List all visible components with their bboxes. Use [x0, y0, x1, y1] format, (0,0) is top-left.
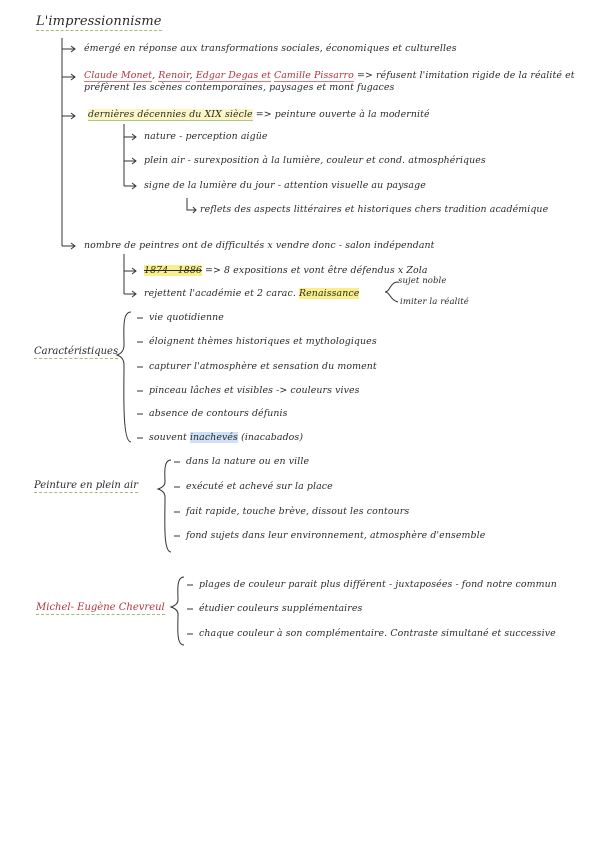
- inacabados-text: (inacabados): [241, 432, 304, 443]
- century-highlight: dernières décennies du XIX siècle: [88, 109, 253, 120]
- plein-air-item: fond sujets dans leur environnement, atmosphère d'ensemble: [186, 530, 486, 541]
- intro-line-4: nombre de peintres ont de difficultés x vendre donc - salon indépendant: [84, 240, 435, 251]
- artist-name: Edgar Degas et: [195, 70, 271, 81]
- intro-line-1: émergé en réponse aux transformations sociales, économiques et culturelles: [84, 43, 457, 54]
- characteristic-item: vie quotidienne: [149, 312, 224, 323]
- sub-item-plein-air: plein air - surexposition à la lumière, couleur et cond. atmosphériques: [144, 155, 486, 166]
- sub-item-reflets: reflets des aspects littéraires et historiques chers tradition académique: [200, 204, 549, 215]
- characteristic-item: pinceau lâches et visibles -> couleurs vives: [149, 385, 360, 396]
- artist-name: Camille Pissarro: [273, 70, 354, 81]
- dates-highlight: 1874 - 1886: [144, 265, 202, 276]
- sub-item-expositions: [144, 265, 428, 276]
- chevreul-item: chaque couleur à son complémentaire. Contraste simultané et successive: [199, 628, 556, 639]
- characteristic-item: absence de contours défunis: [149, 408, 288, 419]
- intro-line-3-rest: => peinture ouverte à la modernité: [255, 109, 430, 120]
- sub-item-nature: nature - perception aigüe: [144, 131, 268, 142]
- intro-line-3: [88, 109, 430, 120]
- characteristic-item-last: [149, 432, 303, 443]
- academie-text: rejettent l'académie et 2 carac.: [144, 288, 296, 299]
- sub-item-academie: [144, 288, 359, 299]
- page-title: L'impressionnisme: [36, 14, 162, 29]
- plein-air-label: Peinture en plein air: [34, 480, 138, 491]
- branch-sujet-noble: sujet noble: [398, 276, 447, 286]
- branch-imiter-realite: imiter la réalité: [400, 297, 469, 307]
- expositions-text: => 8 expositions et vont être défendus x Zola: [205, 265, 428, 276]
- characteristic-item: capturer l'atmosphère et sensation du moment: [149, 361, 377, 372]
- intro-line-2-cont: préfèrent les scènes contemporaines, paysages et mont fugaces: [84, 82, 395, 93]
- artist-name: Claude Monet: [84, 70, 153, 81]
- chevreul-label: Michel- Eugène Chevreul: [36, 602, 165, 613]
- characteristics-label: Caractéristiques: [34, 346, 119, 357]
- plein-air-item: dans la nature ou en ville: [186, 456, 310, 467]
- chevreul-item: étudier couleurs supplémentaires: [199, 603, 363, 614]
- artist-name: Renoir: [158, 70, 190, 81]
- souvent-text: souvent: [149, 432, 187, 443]
- inacheves-highlight: inachevés: [189, 432, 238, 443]
- chevreul-item: plages de couleur parait plus différent - juxtaposées - fond notre commun: [199, 579, 557, 590]
- intro-line-2: Claude Monet, Renoir, Edgar Degas et Camille Pissarro => réfusent l'imitation rigide de la réalité et: [84, 70, 575, 81]
- intro-line-2-rest: => réfusent l'imitation rigide de la réalité et: [356, 70, 575, 81]
- renaissance-highlight: Renaissance: [299, 288, 360, 299]
- sub-item-lumiere: signe de la lumière du jour - attention visuelle au paysage: [144, 180, 426, 191]
- plein-air-item: exécuté et achevé sur la place: [186, 481, 333, 492]
- plein-air-item: fait rapide, touche brève, dissout les contours: [186, 506, 410, 517]
- characteristic-item: éloignent thèmes historiques et mythologiques: [149, 336, 377, 347]
